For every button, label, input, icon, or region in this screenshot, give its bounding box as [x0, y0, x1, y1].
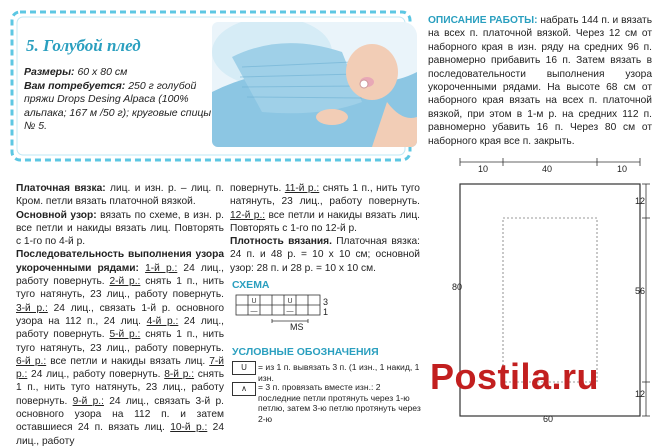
page-title: 5. Голубой плед: [26, 36, 141, 55]
row-11-text: снять 1 п., нить туго натянуть, 23 лиц., работу повернуть.: [230, 183, 420, 208]
row-8-text: снять 1 п., нить туго натянуть, 23 лиц., работу повернуть.: [16, 369, 224, 407]
row-10-label: 10-й р.:: [170, 422, 208, 434]
row-12-text: все петли и накиды вязать лиц. Повторять с 1-го по 12-й р.: [230, 209, 420, 234]
row-5-label: 5-й р.:: [109, 329, 141, 341]
row-6-text: все петли и накиды вязать лиц.: [46, 355, 206, 367]
dim-top-left: 10: [478, 164, 489, 174]
garter-text: лиц. и изн. р. – лиц. п. Кром. петли вязать платочной вязкой.: [16, 183, 224, 208]
garter-label: Платочная вязка:: [16, 183, 106, 194]
legend-decrease-text: = 3 п. провязать вместе изн.: 2 последние петли протянуть через 1-ю петлю, затем 3-ю петлю протянуть через 2-ю: [258, 382, 421, 424]
density-text: Платочная вязка: 24 п. и 48 р. = 10 х 10 см; основной узор: 28 п. и 28 р. = 10 х 10 см.: [230, 236, 420, 274]
svg-text:U: U: [287, 298, 293, 305]
dim-right-bottom: 12: [635, 389, 646, 399]
svg-text:U: U: [251, 298, 257, 305]
yarn-label: Вам потребуется:: [24, 79, 126, 92]
baby-photo: [212, 22, 417, 147]
legend-increase-symbol: U: [232, 361, 256, 375]
row-4-label: 4-й р.:: [146, 315, 179, 327]
row-9-text: 24 лиц., связать 3-й р. основного узора на 112 п. и затем оставшиеся 24 п. вязать лиц.: [16, 395, 224, 434]
schema-heading: СХЕМА: [232, 279, 270, 291]
legend-increase-text: = из 1 п. вывязать 3 п. (1 изн., 1 накид, 1 изн.: [258, 362, 420, 383]
instructions-column-2: [230, 182, 420, 275]
continuation-text: повернуть.: [230, 183, 282, 194]
sequence-label: Последовательность выполнения узора укороченными рядами:: [16, 249, 224, 274]
specs-block: [24, 66, 224, 134]
density-label: Плотность вязания.: [230, 236, 332, 248]
dim-top-right: 10: [617, 164, 628, 174]
row-11-label: 11-й р.:: [284, 183, 320, 194]
instructions-column-1: [16, 182, 224, 448]
dim-right-middle: 56: [635, 286, 646, 296]
row-3-text: 24 лиц., связать 1-й р. основного узора на 112 п., 24 лиц.: [16, 302, 224, 327]
dim-left-height: 80: [452, 282, 463, 292]
svg-text:—: —: [286, 308, 294, 315]
legend-heading: УСЛОВНЫЕ ОБОЗНАЧЕНИЯ: [232, 346, 379, 358]
row-6-label: 6-й р.:: [16, 355, 47, 367]
row-1-text: 24 лиц., работу повернуть.: [16, 262, 225, 288]
schema-repeat-label: MS: [290, 322, 304, 332]
row-2-text: снять 1 п., нить туго натянуть, 23 лиц., работу повернуть.: [16, 276, 224, 301]
legend-decrease-symbol: ∧: [232, 382, 256, 396]
schema-row-3: 3: [323, 297, 329, 307]
sizes-value: 60 х 80 см: [74, 66, 128, 78]
row-9-label: 9-й р.:: [72, 395, 104, 407]
dim-bottom-width: 60: [543, 414, 554, 424]
watermark-text: Postila.ru: [430, 356, 600, 397]
postila-watermark: [430, 356, 599, 398]
dim-top-middle: 40: [542, 164, 553, 174]
row-5-text: снять 1 п., нить туго натянуть, 23 лиц., работу повернуть.: [16, 329, 224, 354]
yarn-value: 250 г голубой пряжи Drops Desing Alpaca (100% альпака; 167 м /50 г); круговые спицы № 5.: [24, 79, 212, 132]
schema-row-1: 1: [323, 307, 329, 317]
row-4-text: 24 лиц., работу повернуть.: [16, 315, 224, 341]
row-12-label: 12-й р.:: [230, 209, 266, 221]
row-1-label: 1-й р.:: [145, 262, 178, 274]
svg-text:—: —: [250, 308, 258, 315]
row-7-text: 24 лиц., работу повернуть.: [27, 369, 161, 381]
main-pattern-label: Основной узор:: [16, 209, 97, 221]
row-7-label: 7-й р.:: [16, 355, 224, 381]
dim-right-top: 12: [635, 196, 646, 206]
description-heading: ОПИСАНИЕ РАБОТЫ:: [428, 15, 538, 26]
work-description: [428, 14, 652, 148]
main-pattern-text: вязать по схеме, в изн. р. все петли и накиды вязать лиц. Повторять с 1-го по 4-й р.: [16, 209, 224, 248]
description-text: набрать 144 п. и вязать на всех п. платочной вязкой. Через 12 см от наборного края в изн. ряду на средних 96 п. равномерно прибавить 16 п. Затем вязать в последовательности выполнения узора укороченными рядами. На высоте 68 см от наборного края вязать на всех п. платочной вязкой, при этом в 1-м р. на средних 112 п. равномерно убавить 16 п. Через 80 см от наборного края все п. закрыть.: [428, 15, 653, 147]
sizes-label: Размеры:: [24, 66, 75, 78]
row-2-label: 2-й р.:: [109, 276, 141, 288]
row-8-label: 8-й р.:: [164, 369, 195, 381]
row-3-label: 3-й р.:: [16, 302, 48, 314]
row-10-text: 24 лиц., работу: [16, 422, 224, 447]
